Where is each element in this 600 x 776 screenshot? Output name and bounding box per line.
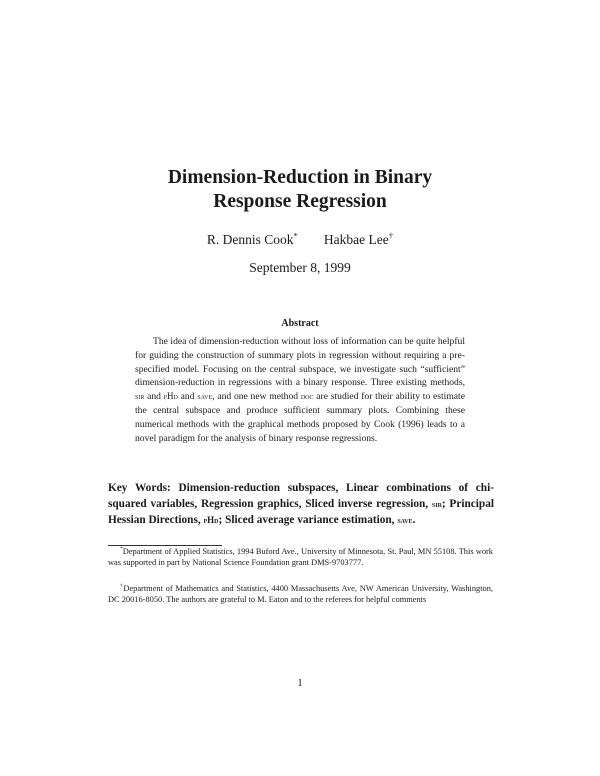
abstract-heading: Abstract [281,318,319,329]
method-phd: pHd [163,391,178,402]
author-1-footnote-mark: * [293,230,298,241]
footnote-1-mark: * [120,546,123,553]
method-doc: doc [300,391,314,402]
author-2: Hakbae Lee† [323,230,394,247]
method-sir: sir [135,391,145,402]
key-words: Key Words: Dimension-reduction subspaces, Linear combinations of chi-squared variables, Regression graphics, Sliced inverse regression, sir; Principal Hessian Directions, pHd; Sliced average variance estimation, save. [108,482,494,526]
abstract-body: The idea of dimension-reduction without loss of information can be quite helpful for guiding the construction of summary plots in regression without requiring a pre-specified model. Focusing on the central subspace, we investigate such “sufficient” dimension-reduction in regressions with a binary response. Three existing methods, sir and pHd and save, and one new method doc are studied for their ability to estimate the central subspace and produce sufficient summary plots. Combining these numerical methods with the graphical methods proposed by Cook (1996) leads to a novel paradigm for the analysis of binary response regressions. [135,336,465,444]
footnote-1: *Department of Applied Statistics, 1994 Buford Ave., University of Minnesota, St. Paul, MN 55108. This work was supported in part by National Science Foundation grant DMS-9703777. [108,546,493,568]
paper-title-line-2: Response Regression [213,191,387,212]
author-2-footnote-mark: † [388,230,394,241]
paper-title-line-1: Dimension-Reduction in Binary [167,167,433,188]
author-1: R. Dennis Cook* [206,230,298,247]
page-number: 1 [297,677,303,689]
footnote-2: †Department of Mathematics and Statistics, 4400 Massachusetts Ave, NW American University, Washington, DC 20016-8050. The authors are grateful to M. Eaton and to the referees for helpful comments [108,583,494,605]
paper-date: September 8, 1999 [249,260,351,275]
author-list [0,232,600,248]
method-save: save [197,391,213,402]
footnote-2-mark: † [120,583,124,590]
keyword-save: save [397,515,413,525]
keyword-phd: pHd [203,515,219,525]
keyword-sir: sir [431,499,442,509]
